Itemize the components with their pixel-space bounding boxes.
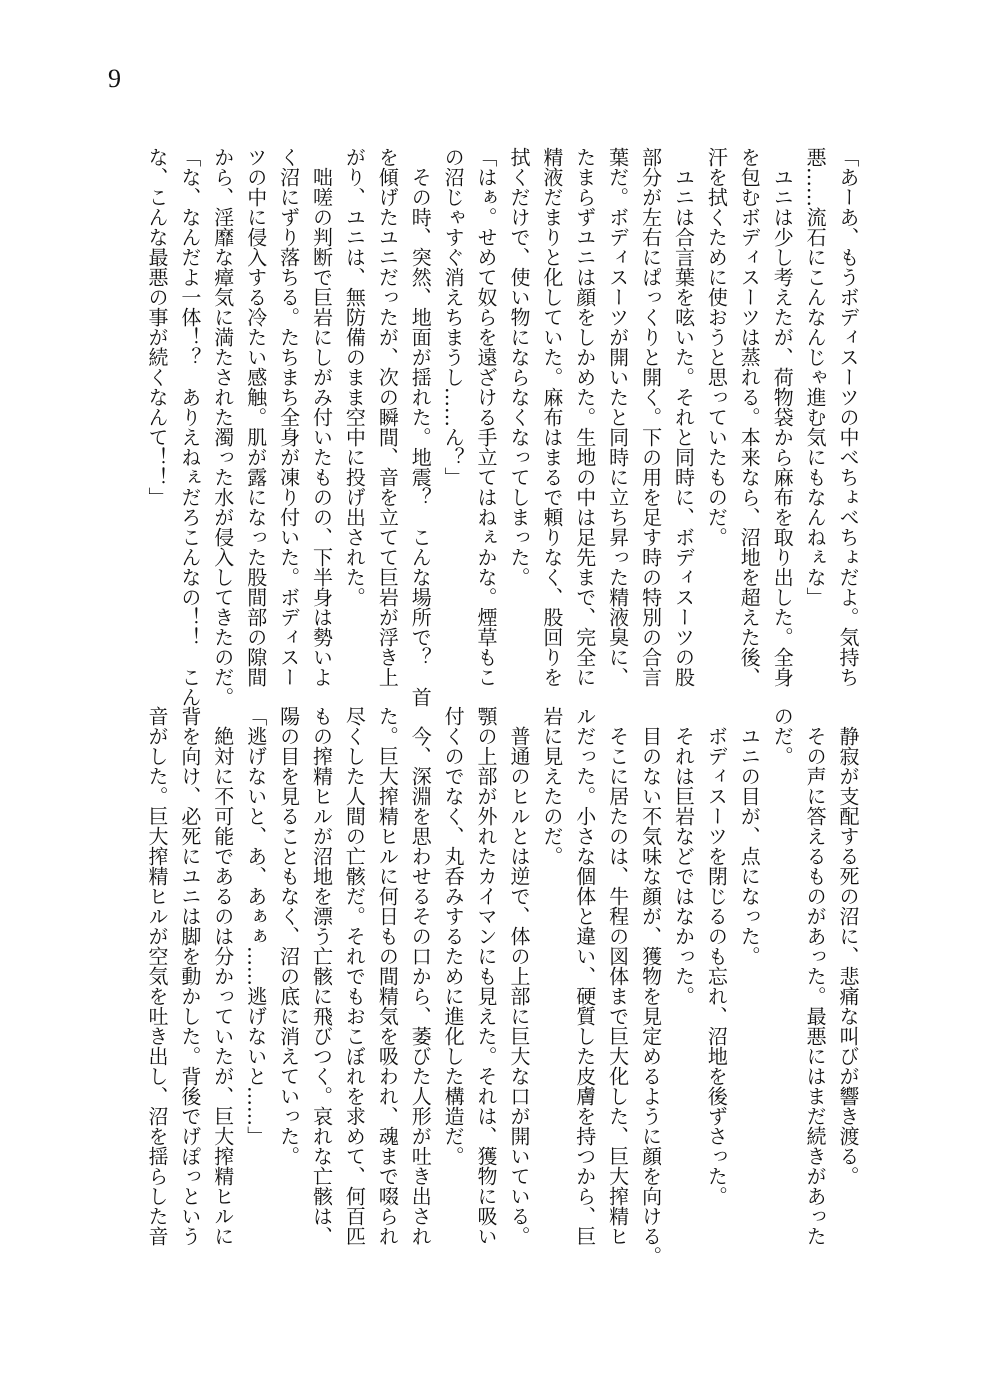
text-column: の沼じゃすぐ消えちまうし……ん？」 (441, 147, 466, 487)
text-column: ユニは合言葉を呟いた。それと同時に、ボディスーツの股 (671, 147, 696, 687)
text-column: 目のない不気味な顔が、獲物を見定めるように顔を向ける。 (638, 706, 663, 1266)
text-column: 付くのでなく、丸呑みするために進化した構造だ。 (441, 706, 466, 1166)
text-column: それは巨岩などではなかった。 (671, 706, 696, 1006)
text-column: 音がした。巨大搾精ヒルが空気を吐き出し、沼を揺らした音 (144, 706, 169, 1246)
text-column: のだ。 (770, 706, 795, 766)
text-column: 咄嗟の判断で巨岩にしがみ付いたものの、下半身は勢いよ (309, 147, 334, 687)
text-column: を傾げたユニだったが、次の瞬間、音を立てて巨岩が浮き上 (375, 147, 400, 687)
text-column: 尽くした人間の亡骸だ。それでもおこぼれを求めて、何百匹 (342, 706, 367, 1246)
text-column: 絶対に不可能であるのは分かっていたが、巨大搾精ヒルに (210, 706, 235, 1246)
text-column: た。巨大搾精ヒルに何日もの間精気を吸われ、魂まで啜られ (375, 706, 400, 1246)
text-column: 岩に見えたのだ。 (539, 706, 564, 866)
text-column: から、淫靡な瘴気に満たされた濁った水が侵入してきたのだ。 (210, 147, 235, 707)
text-column: もの搾精ヒルが沼地を漂う亡骸に飛びつく。哀れな亡骸は、 (309, 706, 334, 1246)
text-column: 汗を拭くために使おうと思っていたものだ。 (704, 147, 729, 547)
text-column: 精液だまりと化していた。麻布はまるで頼りなく、股回りを (539, 147, 564, 687)
text-column: 普通のヒルとは逆で、体の上部に巨大な口が開いている。 (506, 706, 531, 1246)
text-block-upper (140, 147, 864, 707)
text-column: く沼にずり落ちる。たちまち全身が凍り付いた。ボディスー (276, 147, 301, 687)
text-column: 陽の目を見ることもなく、沼の底に消えていった。 (276, 706, 301, 1166)
text-column: 今、深淵を思わせるその口から、萎びた人形が吐き出され (408, 706, 433, 1246)
text-column: そこに居たのは、牛程の図体まで巨大化した、巨大搾精ヒ (605, 706, 630, 1246)
text-column: な、こんな最悪の事が続くなんて！！」 (144, 147, 169, 507)
text-column: ユニは少し考えたが、荷物袋から麻布を取り出した。全身 (770, 147, 795, 687)
text-column: 顎の上部が外れたカイマンにも見えた。それは、獲物に吸い (474, 706, 499, 1246)
text-column: たまらずユニは顔をしかめた。生地の中は足先まで、完全に (572, 147, 597, 687)
text-column: その時、突然、地面が揺れた。地震？ こんな場所で？ 首 (408, 147, 433, 707)
text-column: 「あーあ、もうボディスーツの中べちょべちょだよ。気持ち (836, 147, 860, 687)
text-column: ルだった。小さな個体と違い、硬質した皮膚を持つから、巨 (572, 706, 597, 1246)
text-column: ツの中に侵入する冷たい感触。肌が露になった股間部の隙間 (243, 147, 268, 687)
text-column: 葉だ。ボディスーツが開いたと同時に立ち昇った精液臭に、 (605, 147, 630, 687)
text-column: 部分が左右にぱっくりと開く。下の用を足す時の特別の合言 (638, 147, 663, 687)
text-column: 悪……流石にこんなんじゃ進む気にもなんねぇな」 (803, 147, 828, 607)
text-column: を包むボディスーツは蒸れる。本来なら、沼地を超えた後、 (737, 147, 762, 687)
text-column: 「な、なんだよ一体！？ ありえねぇだろこんなの！！ こん (177, 147, 202, 707)
text-column: 「はぁ。せめて奴らを遠ざける手立てはねぇかな。煙草もこ (474, 147, 499, 687)
text-block-lower (140, 706, 864, 1296)
text-column: 静寂が支配する死の沼に、悲痛な叫びが響き渡る。 (836, 706, 860, 1186)
page-number: 9 (108, 64, 121, 93)
text-column: その声に答えるものがあった。最悪にはまだ続きがあった (803, 706, 828, 1246)
text-column: ボディスーツを閉じるのも忘れ、沼地を後ずさった。 (704, 706, 729, 1206)
text-column: 「逃げないと、あ、あぁぁ……逃げないと……」 (243, 706, 268, 1146)
text-column: がり、ユニは、無防備のまま空中に投げ出された。 (342, 147, 367, 607)
text-column: 拭くだけで、使い物にならなくなってしまった。 (506, 147, 531, 587)
text-column: 背を向け、必死にユニは脚を動かした。背後でげぽっという (177, 706, 202, 1246)
text-column: ユニの目が、点になった。 (737, 706, 762, 966)
